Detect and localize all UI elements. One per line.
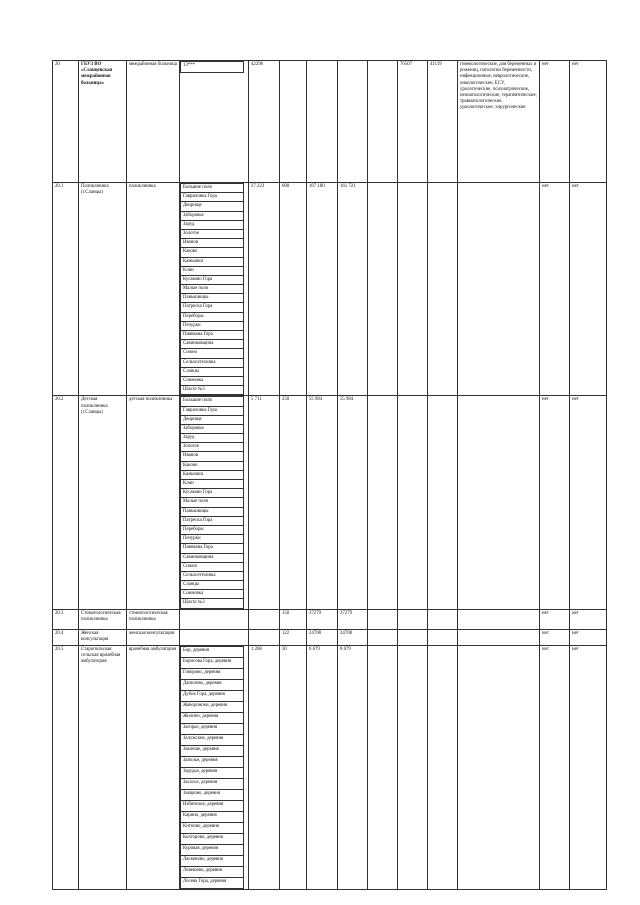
cell-desc [458, 183, 540, 396]
locality-item: Кусаково Гора [181, 275, 244, 284]
cell-pop: 5 711 [249, 396, 280, 609]
cell-c8 [368, 396, 398, 609]
locality-item: Гавриловка Гора [181, 193, 244, 202]
cell-c9 [398, 183, 428, 396]
cell-y2: нет [570, 629, 607, 645]
cell-type: женская консультация [127, 629, 180, 645]
localities-list [180, 61, 244, 73]
cell-c8 [368, 629, 398, 645]
localities-cell [180, 645, 249, 889]
localities-cell [180, 183, 249, 396]
localities-list [180, 183, 244, 395]
table-row [53, 61, 607, 183]
cell-y1: нет [540, 183, 570, 396]
cell-desc: гинекологические, для беременных и рожениц, патологии беременности, инфекционные, неврологические, онкологические, ЕСУ, урологические, психиатрические, неонатологические, терапевтические, травматологические, уроологические, хирургические [458, 61, 540, 183]
locality-item: Жавороноки, деревня [181, 701, 244, 712]
cell-num: 20.1 [53, 183, 79, 396]
locality-item: Заборовье [181, 211, 244, 220]
cell-y2: нет [570, 183, 607, 396]
cell-name: Старопольская сельская врачебная амбулатория [79, 645, 127, 889]
locality-item: Сомновка [181, 590, 244, 599]
locality-item: Каково [181, 248, 244, 257]
locality-item: Клин [181, 480, 244, 489]
cell-num: 20.4 [53, 629, 79, 645]
cell-name: Поликлиника (г.Сланцы) [79, 183, 127, 396]
table-row [53, 396, 607, 609]
locality-item: Паньковицы [181, 294, 244, 303]
cell-c8 [368, 645, 398, 889]
cell-name: Стоматологическая поликлиника [79, 609, 127, 629]
cell-c8 [368, 609, 398, 629]
locality-item: Паньковицы [181, 507, 244, 516]
cell-type: межрайонная больница [127, 61, 180, 183]
cell-c10 [428, 645, 458, 889]
cell-name: ГБУЗ ВО «Сланцевская межрайонная больница» [79, 61, 127, 183]
locality-item: Говорово, деревня [181, 668, 244, 679]
cell-c6: 55 984 [307, 396, 338, 609]
locality-item: Залужские, деревня [181, 734, 244, 745]
cell-c6: 37279 [307, 609, 338, 629]
locality-item: Патреска Гора [181, 303, 244, 312]
cell-c7: 24708 [338, 629, 368, 645]
locality-item: Сижно [181, 562, 244, 571]
locality-item: 13*** [181, 62, 244, 73]
locality-item: Клин [181, 266, 244, 275]
cell-c7 [338, 61, 368, 183]
locality-item: Сланцы [181, 367, 244, 376]
localities-list [180, 396, 244, 608]
cell-pop: 42296 [249, 61, 280, 183]
cell-y1: нет [540, 645, 570, 889]
cell-c8 [368, 61, 398, 183]
cell-y1: нет [540, 609, 570, 629]
locality-item: Гавриловка Гора [181, 406, 244, 415]
cell-c9 [398, 609, 428, 629]
cell-desc [458, 645, 540, 889]
cell-y2: нет [570, 396, 607, 609]
locality-item: Золотое [181, 229, 244, 238]
locality-item: Шахта №3 [181, 599, 244, 608]
locality-item: Сельхозтехника [181, 571, 244, 580]
locality-item: Иванов [181, 452, 244, 461]
locality-item: Пиявкова Гора [181, 544, 244, 553]
cell-c10: 41119 [428, 61, 458, 183]
locality-item: Савинковщина [181, 340, 244, 349]
cell-c10 [428, 609, 458, 629]
locality-item: Патреска Гора [181, 516, 244, 525]
locality-item: Заруд [181, 220, 244, 229]
locality-item: Сланцы [181, 581, 244, 590]
cell-desc [458, 609, 540, 629]
locality-item: Савинковщина [181, 553, 244, 562]
cell-c7: 55 984 [338, 396, 368, 609]
table-row [53, 645, 607, 889]
locality-item: Заяцково, деревня [181, 789, 244, 800]
locality-item: Малые поля [181, 498, 244, 507]
cell-c5 [280, 61, 307, 183]
cell-y1: нет [540, 61, 570, 183]
locality-item: Каково [181, 461, 244, 470]
locality-item: Жилино, деревня [181, 712, 244, 723]
cell-pop [249, 629, 280, 645]
locality-item: Дворище [181, 415, 244, 424]
locality-item: Камышки [181, 470, 244, 479]
cell-c7: 8 679 [338, 645, 368, 889]
table-row [53, 609, 607, 629]
cell-y2: нет [570, 609, 607, 629]
locality-item: Сомновка [181, 376, 244, 385]
cell-c5: 600 [280, 183, 307, 396]
locality-item: Малые поля [181, 285, 244, 294]
locality-item: Лосева Гора, деревня [181, 877, 244, 888]
locality-item: Дворище [181, 202, 244, 211]
cell-c9: 76507 [398, 61, 428, 183]
locality-item: Камышки [181, 257, 244, 266]
localities-cell [180, 61, 249, 183]
localities-cell [180, 609, 249, 629]
cell-y2: нет [570, 61, 607, 183]
cell-type: детская поликлиника [127, 396, 180, 609]
cell-type: врачебная амбулатория [127, 645, 180, 889]
locality-item: Засосье, деревня [181, 778, 244, 789]
cell-c10 [428, 183, 458, 396]
locality-item: Шахта №3 [181, 386, 244, 395]
locality-item: Золотое [181, 443, 244, 452]
locality-item: Куровая, деревня [181, 844, 244, 855]
locality-item: Большие поля [181, 397, 244, 406]
cell-y1: нет [540, 629, 570, 645]
locality-item: Иванов [181, 239, 244, 248]
cell-c8 [368, 183, 398, 396]
cell-c5: 30 [280, 645, 307, 889]
locality-item: Карино, деревня [181, 811, 244, 822]
localities-list [180, 646, 244, 889]
table-row [53, 183, 607, 396]
cell-c6: 167 180 [307, 183, 338, 396]
locality-item: Сижно [181, 349, 244, 358]
locality-item: Бор, деревня [181, 646, 244, 657]
locality-item: Переборы [181, 312, 244, 321]
table-row [53, 629, 607, 645]
locality-item: Борисова Гора, деревня [181, 657, 244, 668]
localities-cell [180, 396, 249, 609]
locality-item: Заклеше, деревня [181, 745, 244, 756]
locality-item: Ловешево, деревня [181, 866, 244, 877]
cell-c6: 24708 [307, 629, 338, 645]
locality-item: Загорье, деревня [181, 723, 244, 734]
cell-num: 20 [53, 61, 79, 183]
locality-item: Кусаково Гора [181, 489, 244, 498]
cell-c7: 37279 [338, 609, 368, 629]
cell-c5: 122 [280, 629, 307, 645]
cell-c9 [398, 396, 428, 609]
locality-item: Ляскеново, деревня [181, 855, 244, 866]
cell-c6 [307, 61, 338, 183]
locality-item: Данилово, деревня [181, 679, 244, 690]
cell-num: 20.3 [53, 609, 79, 629]
localities-cell [180, 629, 249, 645]
cell-pop [249, 609, 280, 629]
cell-name: Женская консультация [79, 629, 127, 645]
cell-c9 [398, 645, 428, 889]
locality-item: Переборы [181, 525, 244, 534]
locality-item: Заборовье [181, 424, 244, 433]
cell-c9 [398, 629, 428, 645]
cell-type: стоматологическая поликлиника [127, 609, 180, 629]
locality-item: Пиявкова Гора [181, 331, 244, 340]
cell-y1: нет [540, 396, 570, 609]
facilities-table [52, 60, 607, 890]
cell-desc [458, 396, 540, 609]
locality-item: Печурки [181, 321, 244, 330]
locality-item: Заруд [181, 434, 244, 443]
cell-c10 [428, 629, 458, 645]
locality-item: Избинское, деревня [181, 800, 244, 811]
cell-desc [458, 629, 540, 645]
cell-num: 20.2 [53, 396, 79, 609]
locality-item: Большие поля [181, 184, 244, 193]
cell-pop: 27 223 [249, 183, 280, 396]
cell-c6: 8 679 [307, 645, 338, 889]
cell-type: поликлиника [127, 183, 180, 396]
cell-y2: нет [570, 645, 607, 889]
locality-item: Колгорово, деревня [181, 833, 244, 844]
locality-item: Заполье, деревня [181, 756, 244, 767]
locality-item: Зарудье, деревня [181, 767, 244, 778]
locality-item: Китново, деревня [181, 822, 244, 833]
cell-c10 [428, 396, 458, 609]
cell-c5: 250 [280, 396, 307, 609]
cell-c5: 150 [280, 609, 307, 629]
cell-pop: 1 268 [249, 645, 280, 889]
cell-name: Детская поликлиника (г.Сланцы) [79, 396, 127, 609]
locality-item: Сельхозтехника [181, 358, 244, 367]
locality-item: Печурки [181, 535, 244, 544]
cell-num: 20.5 [53, 645, 79, 889]
locality-item: Дубок Гора, деревня [181, 690, 244, 701]
cell-c7: 161 721 [338, 183, 368, 396]
